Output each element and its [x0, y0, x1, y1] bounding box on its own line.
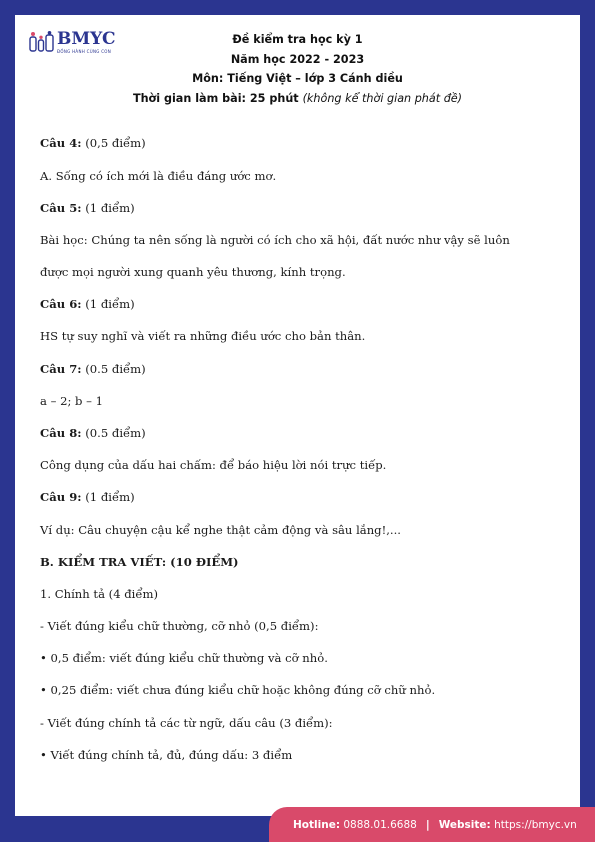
question-points: (1 điểm): [85, 201, 135, 215]
header-time: [80, 89, 515, 109]
question-label: Câu 6:: [40, 297, 82, 311]
website-link[interactable]: https://bmyc.vn: [494, 818, 577, 831]
question-points: (1 điểm): [85, 490, 135, 504]
question-5-heading: [40, 201, 135, 215]
hotline-label: Hotline:: [293, 818, 341, 831]
question-8-heading: [40, 426, 146, 440]
criterion-1: - Viết đúng kiểu chữ thường, cỡ nhỏ (0,5 điểm):: [40, 619, 319, 633]
website-label: Website:: [438, 818, 491, 831]
logo-figures-icon: [29, 31, 55, 53]
question-9-heading: [40, 490, 135, 504]
question-4-answer: A. Sống có ích mới là điều đáng ước mơ.: [40, 169, 277, 183]
header-subject: Môn: Tiếng Việt – lớp 3 Cánh diều: [192, 72, 403, 85]
criterion-1-bullet-2: • 0,25 điểm: viết chưa đúng kiểu chữ hoặc không đúng cỡ chữ nhỏ.: [40, 683, 436, 697]
criterion-2: - Viết đúng chính tả các từ ngữ, dấu câu (3 điểm):: [40, 716, 333, 730]
header-time-label: Thời gian làm bài: 25 phút: [132, 91, 299, 105]
header-time-note: (không kể thời gian phát đề): [302, 91, 463, 105]
question-points: (0.5 điểm): [85, 426, 146, 440]
question-5-answer-line-2: được mọi người xung quanh yêu thương, kính trọng.: [40, 265, 346, 279]
question-6-answer: HS tự suy nghĩ và viết ra những điều ước cho bản thân.: [40, 329, 366, 343]
question-label: Câu 4:: [40, 136, 82, 150]
question-9-answer: Ví dụ: Câu chuyện cậu kể nghe thật cảm động và sâu lắng!,...: [40, 523, 401, 537]
criterion-1-bullet-1: • 0,5 điểm: viết đúng kiểu chữ thường và cỡ nhỏ.: [40, 651, 328, 665]
footer-contact-bar: [269, 807, 595, 842]
section-b-heading: B. KIỂM TRA VIẾT: (10 ĐIỂM): [40, 555, 239, 569]
header-school-year: Năm học 2022 - 2023: [230, 52, 365, 66]
question-points: (0,5 điểm): [85, 136, 146, 150]
question-label: Câu 9:: [40, 490, 82, 504]
question-label: Câu 5:: [40, 201, 82, 215]
question-7-heading: [40, 362, 146, 376]
criterion-2-bullet-1: • Viết đúng chính tả, đủ, đúng dấu: 3 điểm: [40, 748, 293, 762]
question-7-answer: a – 2; b – 1: [40, 394, 104, 408]
logo-text: BMYC: [57, 29, 116, 49]
logo-tagline: ĐỒNG HÀNH CÙNG CON: [57, 49, 112, 54]
spelling-title: 1. Chính tả (4 điểm): [40, 587, 159, 601]
document-header: [80, 30, 515, 108]
question-label: Câu 7:: [40, 362, 82, 376]
hotline-number[interactable]: 0888.01.6688: [343, 818, 417, 831]
question-5-answer-line-1: Bài học: Chúng ta nên sống là người có ích cho xã hội, đất nước như vậy sẽ luôn: [40, 233, 510, 247]
question-points: (0.5 điểm): [85, 362, 146, 376]
question-label: Câu 8:: [40, 426, 82, 440]
question-points: (1 điểm): [85, 297, 135, 311]
footer-separator: |: [425, 818, 430, 831]
question-4-heading: [40, 136, 146, 150]
question-8-answer: Công dụng của dấu hai chấm: để báo hiệu lời nói trực tiếp.: [40, 458, 387, 472]
header-title: Đề kiểm tra học kỳ 1: [232, 33, 363, 46]
question-6-heading: [40, 297, 135, 311]
